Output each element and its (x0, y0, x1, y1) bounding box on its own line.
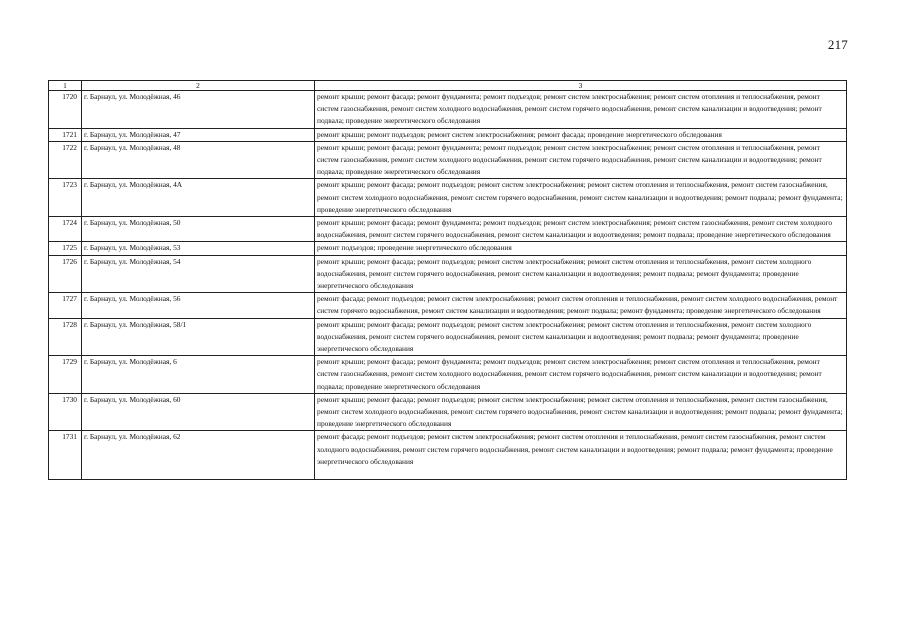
row-address: г. Барнаул, ул. Молодёжная, 53 (82, 242, 315, 255)
table-row (49, 318, 847, 356)
table-body (49, 91, 847, 480)
table-row (49, 356, 847, 394)
header-col-3: 3 (315, 81, 847, 91)
row-works: ремонт фасада; ремонт подъездов; ремонт систем электроснабжения; ремонт систем отопления и теплоснабжения, ремонт систем газоснабжения, ремонт систем холодного водоснабжения, ремонт систем горячего водоснабжения, ремонт систем канализации и водоотведения; ремонт подвала; ремонт фундамента; проведение энергетического обследования (315, 431, 847, 480)
row-works: ремонт крыши; ремонт фасада; ремонт фундамента; ремонт подъездов; ремонт систем электроснабжения; ремонт систем газоснабжения, ремонт систем холодного водоснабжения, ремонт систем горячего водоснабжения, ремонт систем канализации и водоотведения; ремонт подвала; проведение энергетического обследования (315, 217, 847, 242)
row-address: г. Барнаул, ул. Молодёжная, 4А (82, 179, 315, 217)
row-works: ремонт крыши; ремонт фасада; ремонт подъездов; ремонт систем электроснабжения; ремонт систем отопления и теплоснабжения, ремонт систем холодного водоснабжения, ремонт систем горячего водоснабжения, ремонт систем канализации и водоотведения; ремонт подвала; ремонт фундамента; проведение энергетического обследования (315, 255, 847, 293)
row-address: г. Барнаул, ул. Молодёжная, 56 (82, 293, 315, 318)
row-number: 1725 (49, 242, 82, 255)
table-row (49, 217, 847, 242)
row-number: 1726 (49, 255, 82, 293)
row-works: ремонт крыши; ремонт фасада; ремонт фундамента; ремонт подъездов; ремонт систем электроснабжения; ремонт систем отопления и теплоснабжения, ремонт систем газоснабжения, ремонт систем холодного водоснабжения, ремонт систем горячего водоснабжения, ремонт систем канализации и водоотведения; ремонт подвала; проведение энергетического обследования (315, 356, 847, 394)
row-number: 1720 (49, 91, 82, 129)
row-works: ремонт фасада; ремонт подъездов; ремонт систем электроснабжения; ремонт систем отопления и теплоснабжения, ремонт систем холодного водоснабжения, ремонт систем горячего водоснабжения, ремонт систем канализации и водоотведения; ремонт подвала; ремонт фундамента; проведение энергетического обследования (315, 293, 847, 318)
row-number: 1727 (49, 293, 82, 318)
row-address: г. Барнаул, ул. Молодёжная, 54 (82, 255, 315, 293)
header-col-2: 2 (82, 81, 315, 91)
row-number: 1723 (49, 179, 82, 217)
row-address: г. Барнаул, ул. Молодёжная, 47 (82, 128, 315, 141)
row-address: г. Барнаул, ул. Молодёжная, 50 (82, 217, 315, 242)
table-row (49, 91, 847, 129)
row-number: 1721 (49, 128, 82, 141)
row-address: г. Барнаул, ул. Молодёжная, 60 (82, 393, 315, 431)
row-works: ремонт подъездов; проведение энергетического обследования (315, 242, 847, 255)
works-table-container (48, 80, 846, 480)
row-number: 1722 (49, 141, 82, 179)
row-address: г. Барнаул, ул. Молодёжная, 48 (82, 141, 315, 179)
row-address: г. Барнаул, ул. Молодёжная, 62 (82, 431, 315, 480)
row-works: ремонт крыши; ремонт фасада; ремонт фундамента; ремонт подъездов; ремонт систем электроснабжения; ремонт систем отопления и теплоснабжения, ремонт систем газоснабжения, ремонт систем холодного водоснабжения, ремонт систем горячего водоснабжения, ремонт систем канализации и водоотведения; ремонт подвала; проведение энергетического обследования (315, 91, 847, 129)
row-number: 1729 (49, 356, 82, 394)
header-row (49, 81, 847, 91)
row-number: 1724 (49, 217, 82, 242)
row-works: ремонт крыши; ремонт фасада; ремонт фундамента; ремонт подъездов; ремонт систем электроснабжения; ремонт систем отопления и теплоснабжения, ремонт систем газоснабжения, ремонт систем холодного водоснабжения, ремонт систем горячего водоснабжения, ремонт систем канализации и водоотведения; ремонт подвала; проведение энергетического обследования (315, 141, 847, 179)
row-number: 1728 (49, 318, 82, 356)
row-address: г. Барнаул, ул. Молодёжная, 6 (82, 356, 315, 394)
table-row (49, 255, 847, 293)
table-row (49, 141, 847, 179)
table-header (49, 81, 847, 91)
table-row (49, 242, 847, 255)
page-number: 217 (827, 37, 848, 52)
table-row (49, 128, 847, 141)
table-row (49, 393, 847, 431)
row-address: г. Барнаул, ул. Молодёжная, 58/1 (82, 318, 315, 356)
row-address: г. Барнаул, ул. Молодёжная, 46 (82, 91, 315, 129)
row-number: 1730 (49, 393, 82, 431)
works-table (48, 80, 847, 480)
header-col-1: 1 (49, 81, 82, 91)
row-works: ремонт крыши; ремонт фасада; ремонт подъездов; ремонт систем электроснабжения; ремонт систем отопления и теплоснабжения, ремонт систем газоснабжения, ремонт систем холодного водоснабжения, ремонт систем горячего водоснабжения, ремонт систем канализации и водоотведения; ремонт подвала; ремонт фундамента; проведение энергетического обследования (315, 179, 847, 217)
row-works: ремонт крыши; ремонт фасада; ремонт подъездов; ремонт систем электроснабжения; ремонт систем отопления и теплоснабжения, ремонт систем холодного водоснабжения, ремонт систем горячего водоснабжения, ремонт систем канализации и водоотведения; ремонт подвала; ремонт фундамента; проведение энергетического обследования (315, 318, 847, 356)
table-row (49, 431, 847, 480)
table-row (49, 293, 847, 318)
row-number: 1731 (49, 431, 82, 480)
row-works: ремонт крыши; ремонт подъездов; ремонт систем электроснабжения; ремонт фасада; проведение энергетического обследования (315, 128, 847, 141)
table-row (49, 179, 847, 217)
row-works: ремонт крыши; ремонт фасада; ремонт подъездов; ремонт систем электроснабжения; ремонт систем отопления и теплоснабжения, ремонт систем газоснабжения, ремонт систем холодного водоснабжения, ремонт систем горячего водоснабжения, ремонт систем канализации и водоотведения; ремонт подвала; ремонт фундамента; проведение энергетического обследования (315, 393, 847, 431)
